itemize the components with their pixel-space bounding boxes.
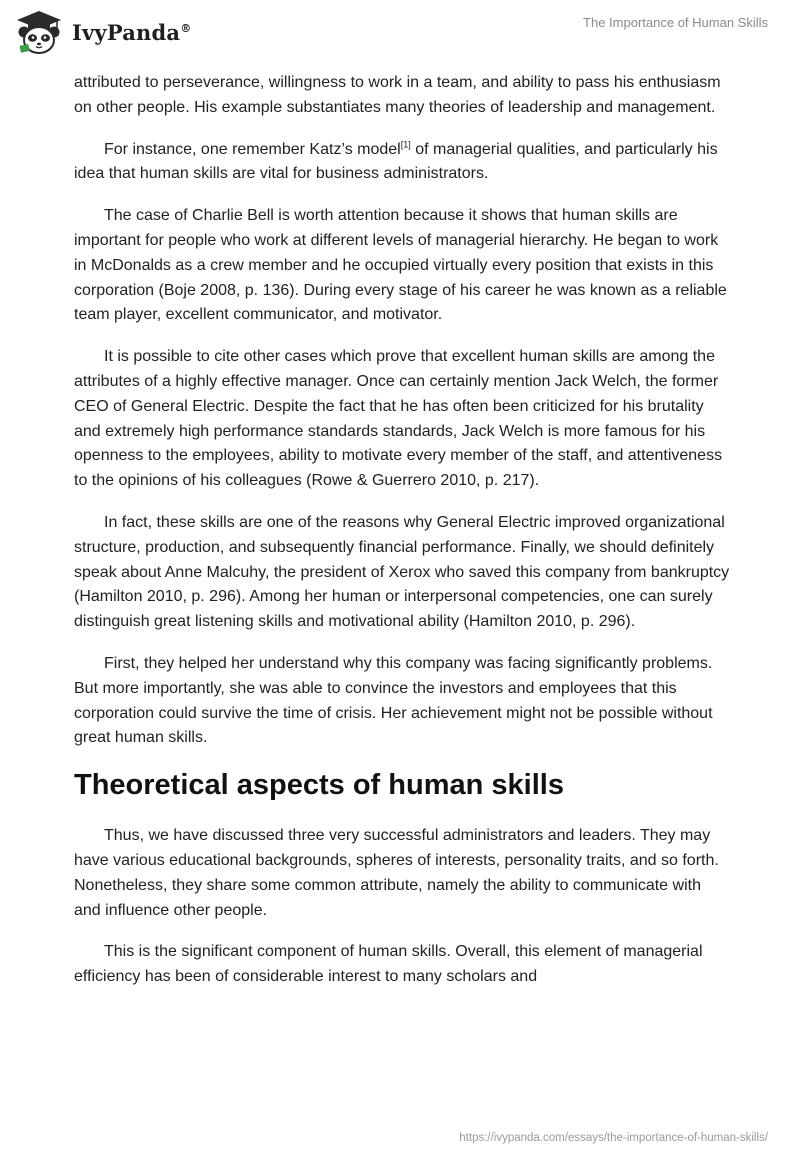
paragraph-text: For instance, one remember Katz’s model (104, 140, 401, 158)
panda-graduate-icon (14, 9, 64, 55)
paragraph: The case of Charlie Bell is worth attention because it shows that human skills are important for people who work at different levels of managerial hierarchy. He began to work in McDonalds as a crew member and he occupied virtually every position that exists in this corporation (Boje 2008, p. 136). During every stage of his career he was known as a reliable team player, excellent communicator, and motivator. (74, 207, 727, 324)
paragraph (74, 138, 730, 188)
section-heading: Theoretical aspects of human skills (74, 769, 564, 802)
registered-mark: ® (180, 21, 192, 35)
paragraph-text: of managerial qualities, and particularly his idea that human skills are vital for business administrators. (74, 140, 718, 183)
paragraph: attributed to perseverance, willingness to work in a team, and ability to pass his enthusiasm on other people. His example substantiates many theories of leadership and management. (74, 74, 721, 116)
essay-body (74, 71, 730, 1007)
paragraph: It is possible to cite other cases which prove that excellent human skills are among the attributes of a highly effective manager. Once can certainly mention Jack Welch, the former CEO of General Electric. Despite the fact that he has often been criticized for his brutality and extremely high performance standards standards, Jack Welch is more famous for his openness to the employees, ability to motivate every member of the staff, and attentiveness to the opinions of his colleagues (Rowe & Guerrero 2010, p. 217). (74, 348, 723, 490)
paragraph: This is the significant component of human skills. Overall, this element of managerial efficiency has been of considerable interest to many scholars and (74, 943, 703, 986)
source-url[interactable]: https://ivypanda.com/essays/the-importance-of-human-skills/ (459, 1132, 768, 1144)
footnote-reference[interactable]: [1] (400, 139, 411, 150)
paragraph: Thus, we have discussed three very successful administrators and leaders. They may have various educational backgrounds, spheres of interests, personality traits, and so forth. Nonetheless, they share some common attribute, namely the ability to communicate with and influence other people. (74, 827, 719, 919)
page-header (0, 0, 800, 62)
paragraph: In fact, these skills are one of the reasons why General Electric improved organizational structure, production, and subsequently financial performance. Finally, we should definitely speak about Anne Malcuhy, the president of Xerox who saved this company from bankruptcy (Hamilton 2010, p. 296). Among her human or interpersonal competencies, one can surely distinguish great listening skills and motivational ability (Hamilton 2010, p. 296). (74, 513, 730, 631)
ivypanda-logo[interactable] (14, 8, 191, 56)
document-title: The Importance of Human Skills (583, 15, 768, 30)
paragraph: First, they helped her understand why this company was facing significantly problems. But more importantly, she was able to convince the investors and employees that this corporation could survive the time of crisis. Her achievement might not be possible without great human skills. (74, 654, 713, 747)
brand-name: IvyPanda® (72, 19, 192, 45)
